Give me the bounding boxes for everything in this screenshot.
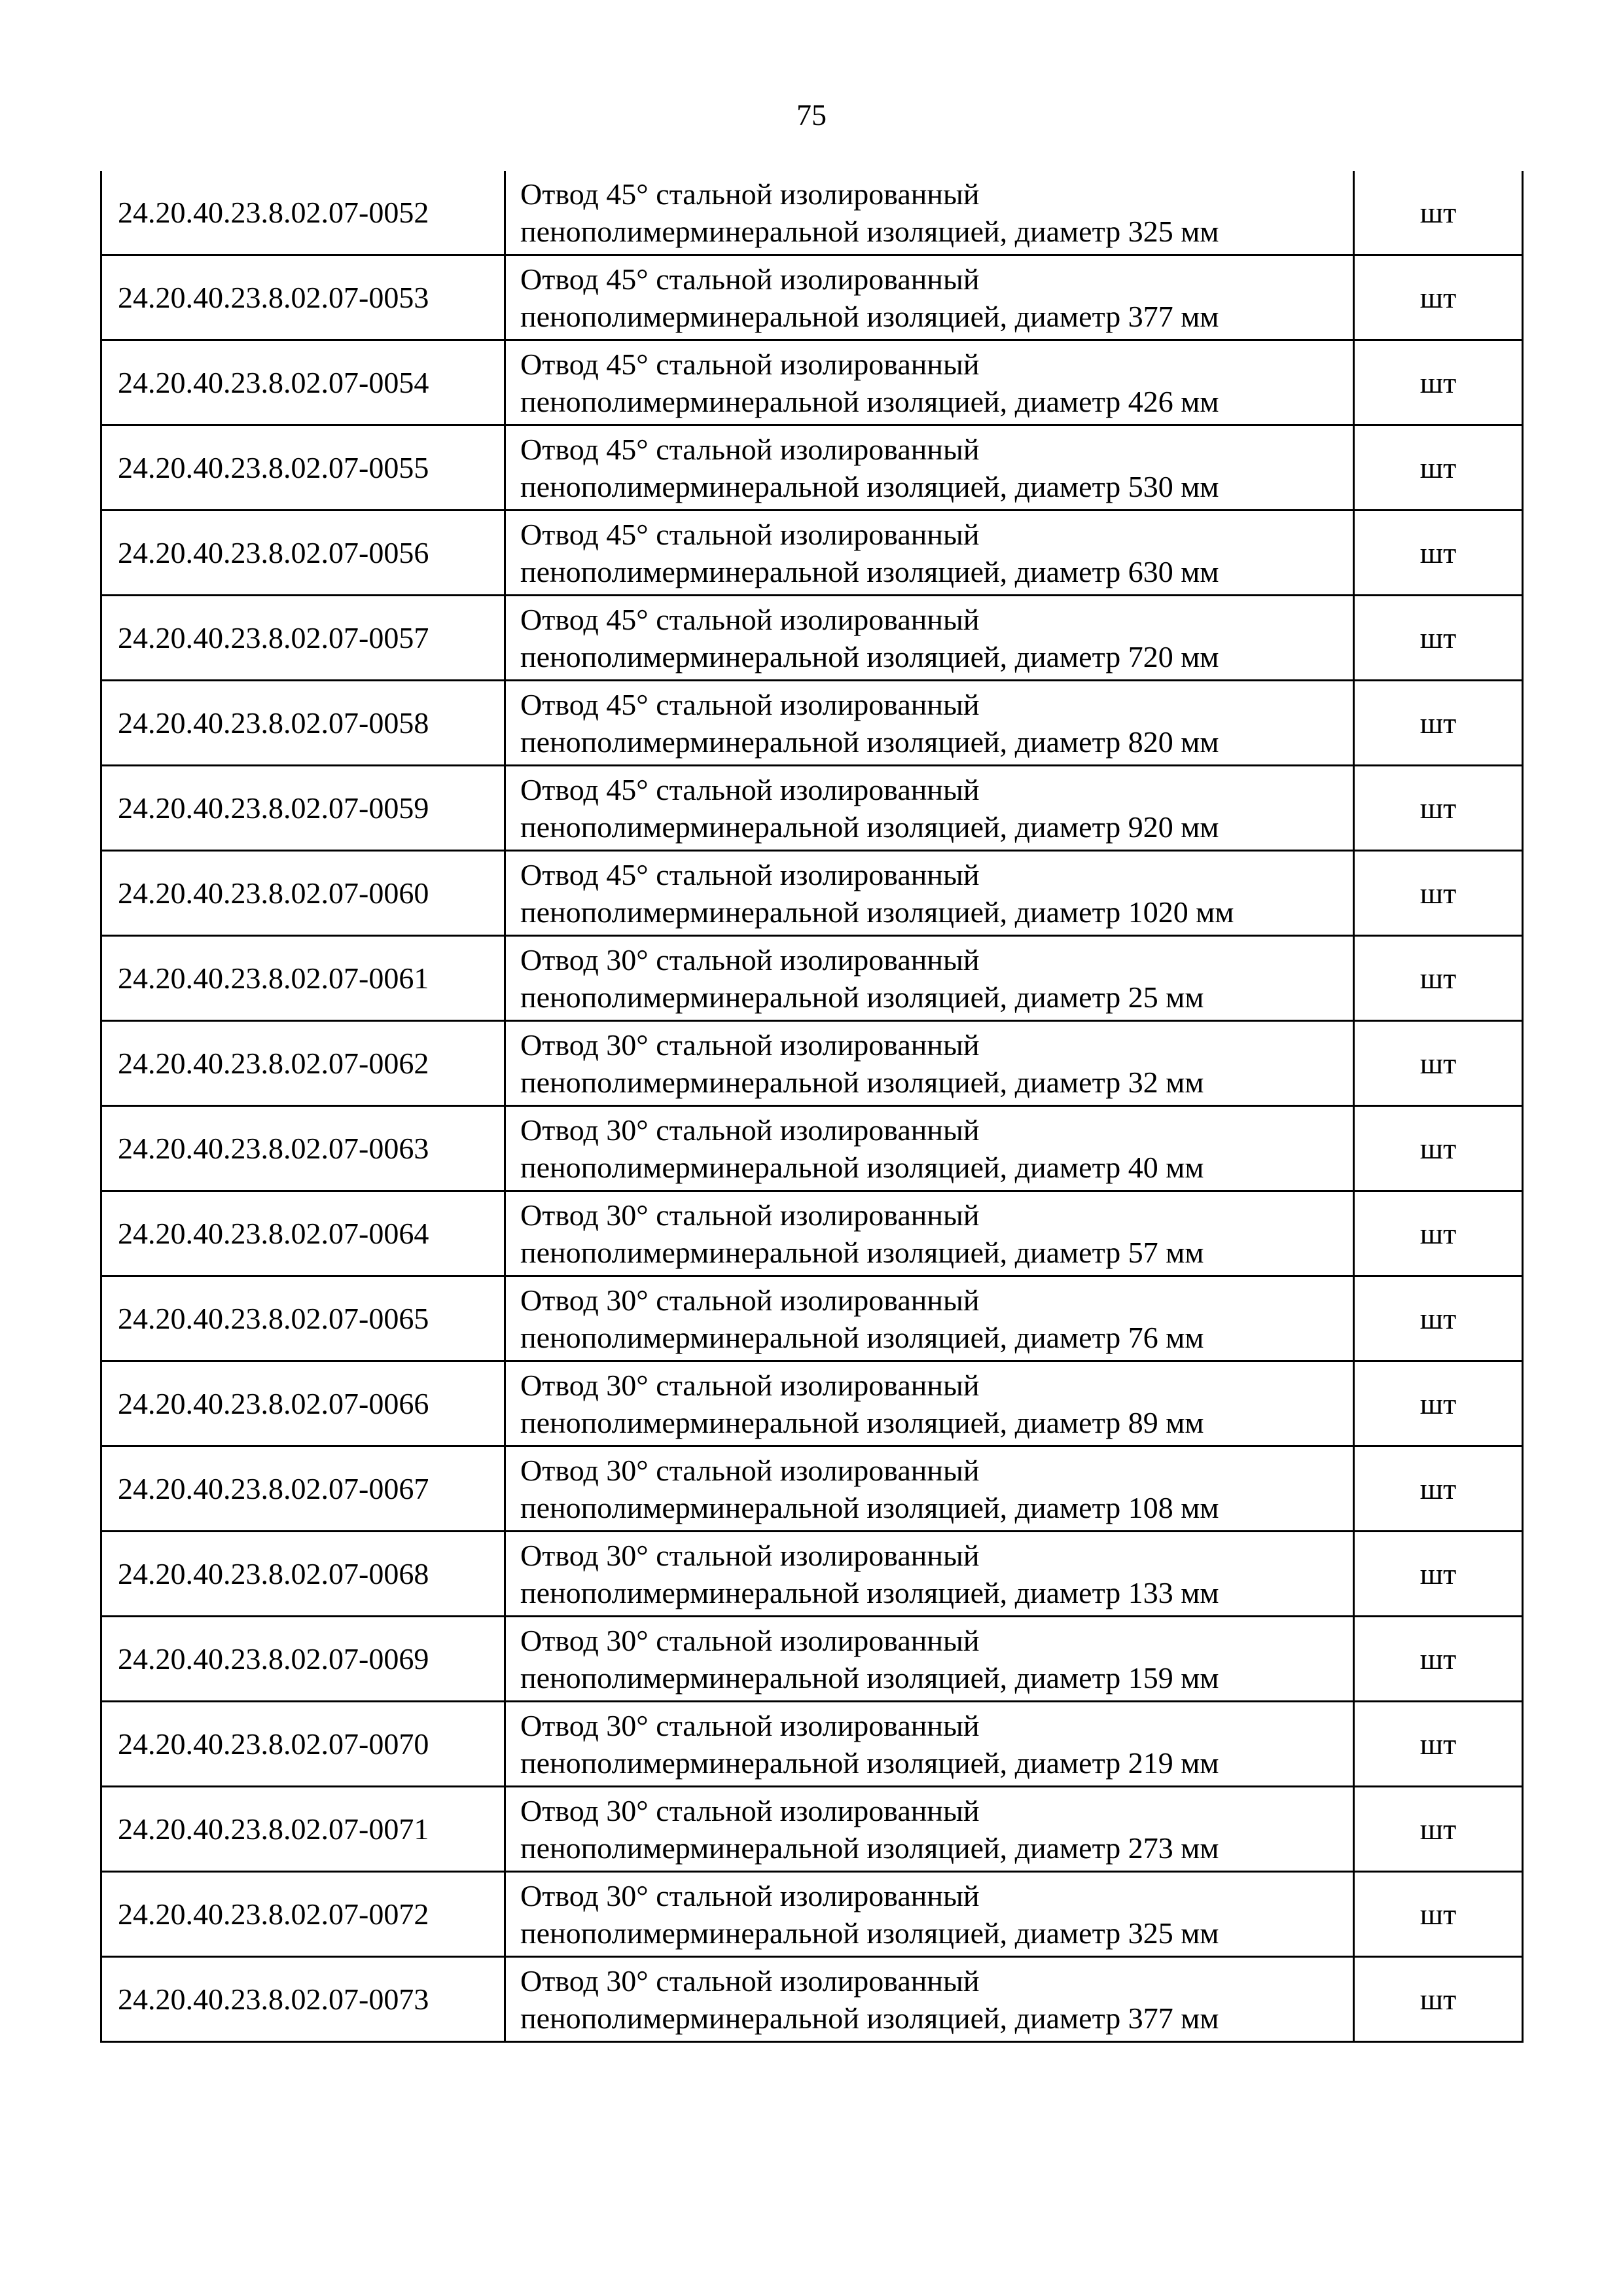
- description-line-2: пенополимерминеральной изоляцией, диаметр 325 мм: [520, 1916, 1219, 1950]
- description-line-1: Отвод 30° стальной изолированный: [520, 1113, 980, 1147]
- description-line-2: пенополимерминеральной изоляцией, диаметр 920 мм: [520, 810, 1219, 844]
- description-line-1: Отвод 45° стальной изолированный: [520, 347, 980, 381]
- description-line-1: Отвод 30° стальной изолированный: [520, 1453, 980, 1487]
- table-row: [101, 1021, 1523, 1106]
- description-line-2: пенополимерминеральной изоляцией, диаметр 159 мм: [520, 1660, 1219, 1695]
- description-line-1: Отвод 45° стальной изолированный: [520, 432, 980, 466]
- description-line-2: пенополимерминеральной изоляцией, диаметр 720 мм: [520, 639, 1219, 673]
- item-code-cell: 24.20.40.23.8.02.07-0052: [101, 171, 505, 255]
- item-description-cell: [505, 1276, 1354, 1361]
- description-line-1: Отвод 30° стальной изолированный: [520, 1878, 980, 1912]
- unit-cell: шт: [1354, 425, 1523, 511]
- unit-cell: шт: [1354, 1106, 1523, 1191]
- description-line-2: пенополимерминеральной изоляцией, диаметр 25 мм: [520, 980, 1204, 1014]
- description-line-1: Отвод 30° стальной изолированный: [520, 1283, 980, 1317]
- item-description-cell: [505, 936, 1354, 1021]
- description-line-1: Отвод 30° стальной изолированный: [520, 1708, 980, 1742]
- table-row: [101, 681, 1523, 766]
- unit-cell: шт: [1354, 1021, 1523, 1106]
- unit-cell: шт: [1354, 1872, 1523, 1957]
- item-description-cell: [505, 425, 1354, 511]
- item-code-cell: 24.20.40.23.8.02.07-0065: [101, 1276, 505, 1361]
- description-line-1: Отвод 45° стальной изолированный: [520, 262, 980, 296]
- item-code-cell: 24.20.40.23.8.02.07-0070: [101, 1702, 505, 1787]
- item-code-cell: 24.20.40.23.8.02.07-0064: [101, 1191, 505, 1276]
- item-description-cell: [505, 1787, 1354, 1872]
- table-row: [101, 1361, 1523, 1446]
- description-line-2: пенополимерминеральной изоляцией, диаметр 377 мм: [520, 299, 1219, 333]
- item-description-cell: [505, 1446, 1354, 1532]
- item-code-cell: 24.20.40.23.8.02.07-0058: [101, 681, 505, 766]
- table-row: [101, 340, 1523, 425]
- table-row: [101, 171, 1523, 255]
- table-row: [101, 1106, 1523, 1191]
- item-description-cell: [505, 851, 1354, 936]
- item-code-cell: 24.20.40.23.8.02.07-0062: [101, 1021, 505, 1106]
- table-row: [101, 1532, 1523, 1617]
- item-code-cell: 24.20.40.23.8.02.07-0067: [101, 1446, 505, 1532]
- description-line-2: пенополимерминеральной изоляцией, диаметр 273 мм: [520, 1831, 1219, 1865]
- item-description-cell: [505, 596, 1354, 681]
- unit-cell: шт: [1354, 681, 1523, 766]
- item-code-cell: 24.20.40.23.8.02.07-0061: [101, 936, 505, 1021]
- table-row: [101, 1957, 1523, 2042]
- table-row: [101, 255, 1523, 340]
- description-line-2: пенополимерминеральной изоляцией, диаметр 426 мм: [520, 384, 1219, 418]
- description-line-1: Отвод 30° стальной изолированный: [520, 942, 980, 977]
- description-line-1: Отвод 30° стальной изолированный: [520, 1198, 980, 1232]
- item-description-cell: [505, 1361, 1354, 1446]
- table-container: [100, 171, 1524, 2043]
- unit-cell: шт: [1354, 511, 1523, 596]
- unit-cell: шт: [1354, 171, 1523, 255]
- description-line-1: Отвод 45° стальной изолированный: [520, 772, 980, 806]
- unit-cell: шт: [1354, 1957, 1523, 2042]
- table-row: [101, 851, 1523, 936]
- item-description-cell: [505, 1957, 1354, 2042]
- table-row: [101, 1446, 1523, 1532]
- description-line-2: пенополимерминеральной изоляцией, диаметр 820 мм: [520, 725, 1219, 759]
- item-code-cell: 24.20.40.23.8.02.07-0068: [101, 1532, 505, 1617]
- item-code-cell: 24.20.40.23.8.02.07-0066: [101, 1361, 505, 1446]
- table-body: [101, 171, 1523, 2042]
- unit-cell: шт: [1354, 596, 1523, 681]
- item-code-cell: 24.20.40.23.8.02.07-0072: [101, 1872, 505, 1957]
- description-line-2: пенополимерминеральной изоляцией, диаметр 108 мм: [520, 1490, 1219, 1524]
- table-row: [101, 1787, 1523, 1872]
- item-description-cell: [505, 1532, 1354, 1617]
- item-code-cell: 24.20.40.23.8.02.07-0055: [101, 425, 505, 511]
- description-line-2: пенополимерминеральной изоляцией, диаметр 89 мм: [520, 1405, 1204, 1439]
- description-line-2: пенополимерминеральной изоляцией, диаметр 40 мм: [520, 1150, 1204, 1184]
- description-line-2: пенополимерминеральной изоляцией, диаметр 32 мм: [520, 1065, 1204, 1099]
- unit-cell: шт: [1354, 1532, 1523, 1617]
- description-line-1: Отвод 45° стальной изолированный: [520, 517, 980, 551]
- description-line-2: пенополимерминеральной изоляцией, диаметр 57 мм: [520, 1235, 1204, 1269]
- table-row: [101, 1872, 1523, 1957]
- description-line-1: Отвод 30° стальной изолированный: [520, 1538, 980, 1572]
- table-row: [101, 766, 1523, 851]
- description-line-1: Отвод 45° стальной изолированный: [520, 602, 980, 636]
- description-line-1: Отвод 45° стальной изолированный: [520, 177, 980, 211]
- table-row: [101, 1702, 1523, 1787]
- description-line-2: пенополимерминеральной изоляцией, диаметр 530 мм: [520, 469, 1219, 503]
- description-line-2: пенополимерминеральной изоляцией, диаметр 219 мм: [520, 1746, 1219, 1780]
- item-code-cell: 24.20.40.23.8.02.07-0063: [101, 1106, 505, 1191]
- description-line-1: Отвод 30° стальной изолированный: [520, 1623, 980, 1657]
- description-line-1: Отвод 30° стальной изолированный: [520, 1028, 980, 1062]
- description-line-1: Отвод 30° стальной изолированный: [520, 1793, 980, 1827]
- unit-cell: шт: [1354, 1276, 1523, 1361]
- item-description-cell: [505, 1106, 1354, 1191]
- description-line-1: Отвод 45° стальной изолированный: [520, 857, 980, 891]
- unit-cell: шт: [1354, 766, 1523, 851]
- description-line-2: пенополимерминеральной изоляцией, диаметр 1020 мм: [520, 895, 1234, 929]
- description-line-1: Отвод 30° стальной изолированный: [520, 1368, 980, 1402]
- item-code-cell: 24.20.40.23.8.02.07-0053: [101, 255, 505, 340]
- unit-cell: шт: [1354, 1191, 1523, 1276]
- unit-cell: шт: [1354, 1361, 1523, 1446]
- item-code-cell: 24.20.40.23.8.02.07-0056: [101, 511, 505, 596]
- item-description-cell: [505, 340, 1354, 425]
- table-row: [101, 425, 1523, 511]
- item-description-cell: [505, 255, 1354, 340]
- description-line-1: Отвод 45° стальной изолированный: [520, 687, 980, 721]
- description-line-2: пенополимерминеральной изоляцией, диаметр 325 мм: [520, 214, 1219, 248]
- item-description-cell: [505, 171, 1354, 255]
- unit-cell: шт: [1354, 1446, 1523, 1532]
- item-description-cell: [505, 681, 1354, 766]
- item-description-cell: [505, 1617, 1354, 1702]
- description-line-2: пенополимерминеральной изоляцией, диаметр 76 мм: [520, 1320, 1204, 1354]
- description-line-1: Отвод 30° стальной изолированный: [520, 1964, 980, 1998]
- page-number: 75: [796, 98, 827, 132]
- unit-cell: шт: [1354, 340, 1523, 425]
- description-line-2: пенополимерминеральной изоляцией, диаметр 377 мм: [520, 2001, 1219, 2035]
- table-row: [101, 596, 1523, 681]
- table-row: [101, 1191, 1523, 1276]
- description-line-2: пенополимерминеральной изоляцией, диаметр 630 мм: [520, 554, 1219, 588]
- unit-cell: шт: [1354, 851, 1523, 936]
- item-code-cell: 24.20.40.23.8.02.07-0054: [101, 340, 505, 425]
- item-description-cell: [505, 1021, 1354, 1106]
- item-code-cell: 24.20.40.23.8.02.07-0073: [101, 1957, 505, 2042]
- item-description-cell: [505, 1191, 1354, 1276]
- item-description-cell: [505, 1872, 1354, 1957]
- description-line-2: пенополимерминеральной изоляцией, диаметр 133 мм: [520, 1575, 1219, 1609]
- unit-cell: шт: [1354, 1617, 1523, 1702]
- unit-cell: шт: [1354, 255, 1523, 340]
- item-code-cell: 24.20.40.23.8.02.07-0059: [101, 766, 505, 851]
- item-code-cell: 24.20.40.23.8.02.07-0057: [101, 596, 505, 681]
- table-row: [101, 1276, 1523, 1361]
- item-code-cell: 24.20.40.23.8.02.07-0060: [101, 851, 505, 936]
- item-description-cell: [505, 1702, 1354, 1787]
- item-description-cell: [505, 511, 1354, 596]
- unit-cell: шт: [1354, 1702, 1523, 1787]
- resource-table: [100, 171, 1524, 2043]
- item-description-cell: [505, 766, 1354, 851]
- item-code-cell: 24.20.40.23.8.02.07-0071: [101, 1787, 505, 1872]
- table-row: [101, 511, 1523, 596]
- table-row: [101, 1617, 1523, 1702]
- table-row: [101, 936, 1523, 1021]
- item-code-cell: 24.20.40.23.8.02.07-0069: [101, 1617, 505, 1702]
- unit-cell: шт: [1354, 936, 1523, 1021]
- unit-cell: шт: [1354, 1787, 1523, 1872]
